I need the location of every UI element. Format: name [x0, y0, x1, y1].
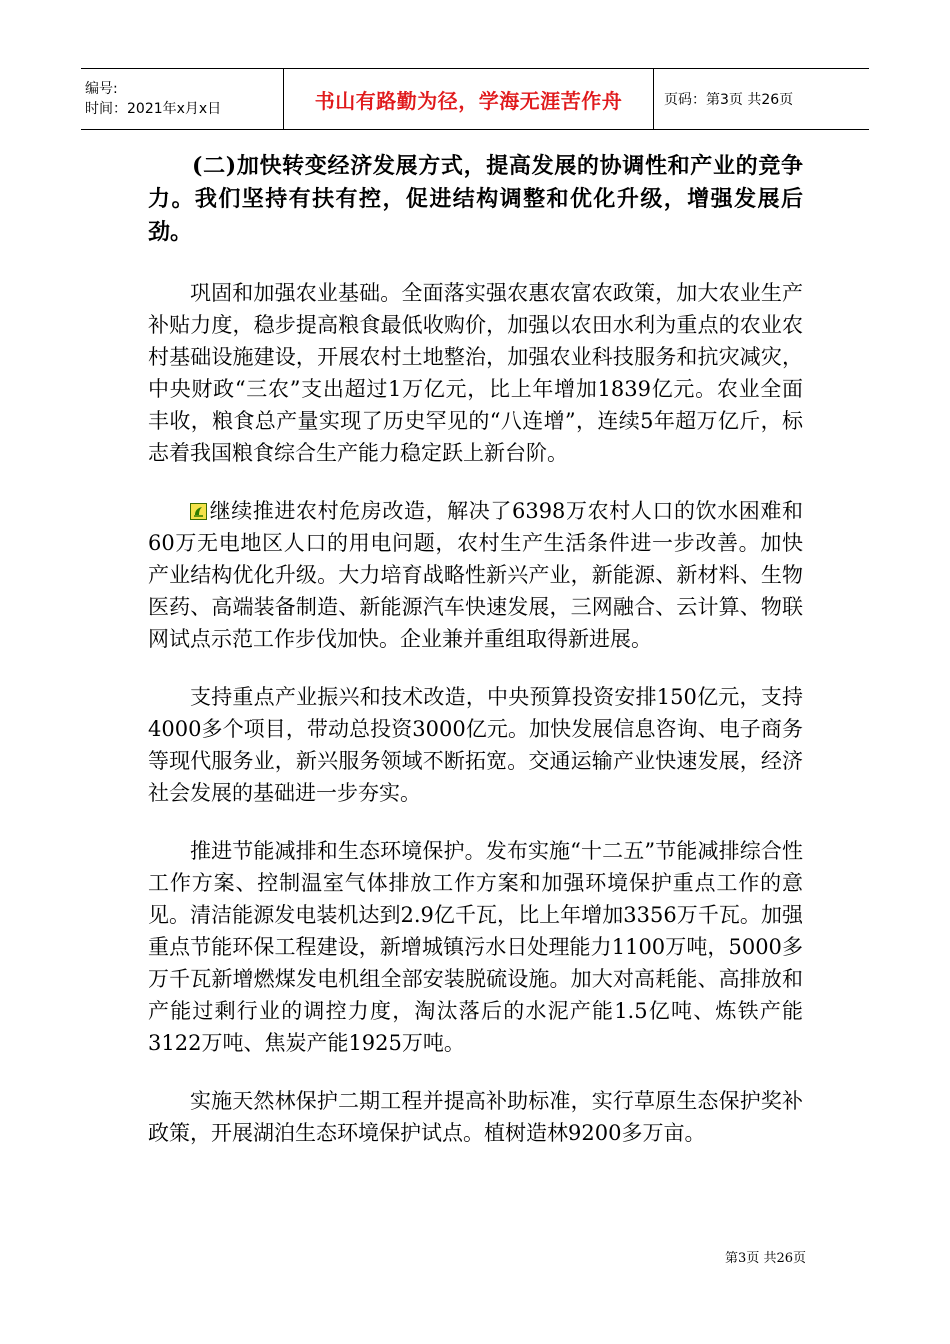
- paragraph-1: 巩固和加强农业基础。全面落实强农惠农富农政策，加大农业生产补贴力度，稳步提高粮食最低收购价，加强以农田水利为重点的农业农村基础设施建设，开展农村土地整治，加强农业科技服务和抗灾减灾，中央财政“三农”支出超过1万亿元，比上年增加1839亿元。农业全面丰收，粮食总产量实现了历史罕见的“八连增”，连续5年超万亿斤，标志着我国粮食综合生产能力稳定跃上新台阶。: [148, 281, 803, 465]
- code-label: 编号:: [85, 81, 118, 97]
- header-page-number: 页码：第3页 共26页: [664, 92, 794, 108]
- section-heading: (二)加快转变经济发展方式，提高发展的协调性和产业的竞争力。我们坚持有扶有控，促进结构调整和优化升级，增强发展后劲。: [148, 153, 803, 245]
- header-meta: [81, 69, 284, 129]
- paragraph-5: 实施天然林保护二期工程并提高补助标准，实行草原生态保护奖补政策，开展湖泊生态环境保护试点。植树造林9200多万亩。: [148, 1089, 803, 1145]
- note-icon[interactable]: [190, 503, 207, 520]
- paragraph-2: [148, 495, 803, 655]
- header-motto: 书山有路勤为径，学海无涯苦作舟: [284, 69, 654, 129]
- paragraph-2-text: 继续推进农村危房改造，解决了6398万农村人口的饮水困难和60万无电地区人口的用电问题，农村生产生活条件进一步改善。加快产业结构优化升级。大力培育战略性新兴产业，新能源、新材料、生物医药、高端装备制造、新能源汽车快速发展，三网融合、云计算、物联网试点示范工作步伐加快。企业兼并重组取得新进展。: [148, 499, 803, 651]
- paragraph-4: 推进节能减排和生态环境保护。发布实施“十二五”节能减排综合性工作方案、控制温室气体排放工作方案和加强环境保护重点工作的意见。清洁能源发电装机达到2.9亿千瓦，比上年增加3356万千瓦。加强重点节能环保工程建设，新增城镇污水日处理能力1100万吨，5000多万千瓦新增燃煤发电机组全部安装脱硫设施。加大对高耗能、高排放和产能过剩行业的调控力度，淘汰落后的水泥产能1.5亿吨、炼铁产能3122万吨、焦炭产能1925万吨。: [148, 839, 803, 1055]
- time-label: 时间：2021年x月x日: [85, 101, 222, 117]
- page-header: [81, 68, 869, 130]
- document-body: [148, 150, 803, 1149]
- page-footer: 第3页 共26页: [725, 1251, 806, 1266]
- paragraph-3: 支持重点产业振兴和技术改造，中央预算投资安排150亿元，支持4000多个项目，带动总投资3000亿元。加快发展信息咨询、电子商务等现代服务业，新兴服务领域不断拓宽。交通运输产业快速发展，经济社会发展的基础进一步夯实。: [148, 685, 803, 805]
